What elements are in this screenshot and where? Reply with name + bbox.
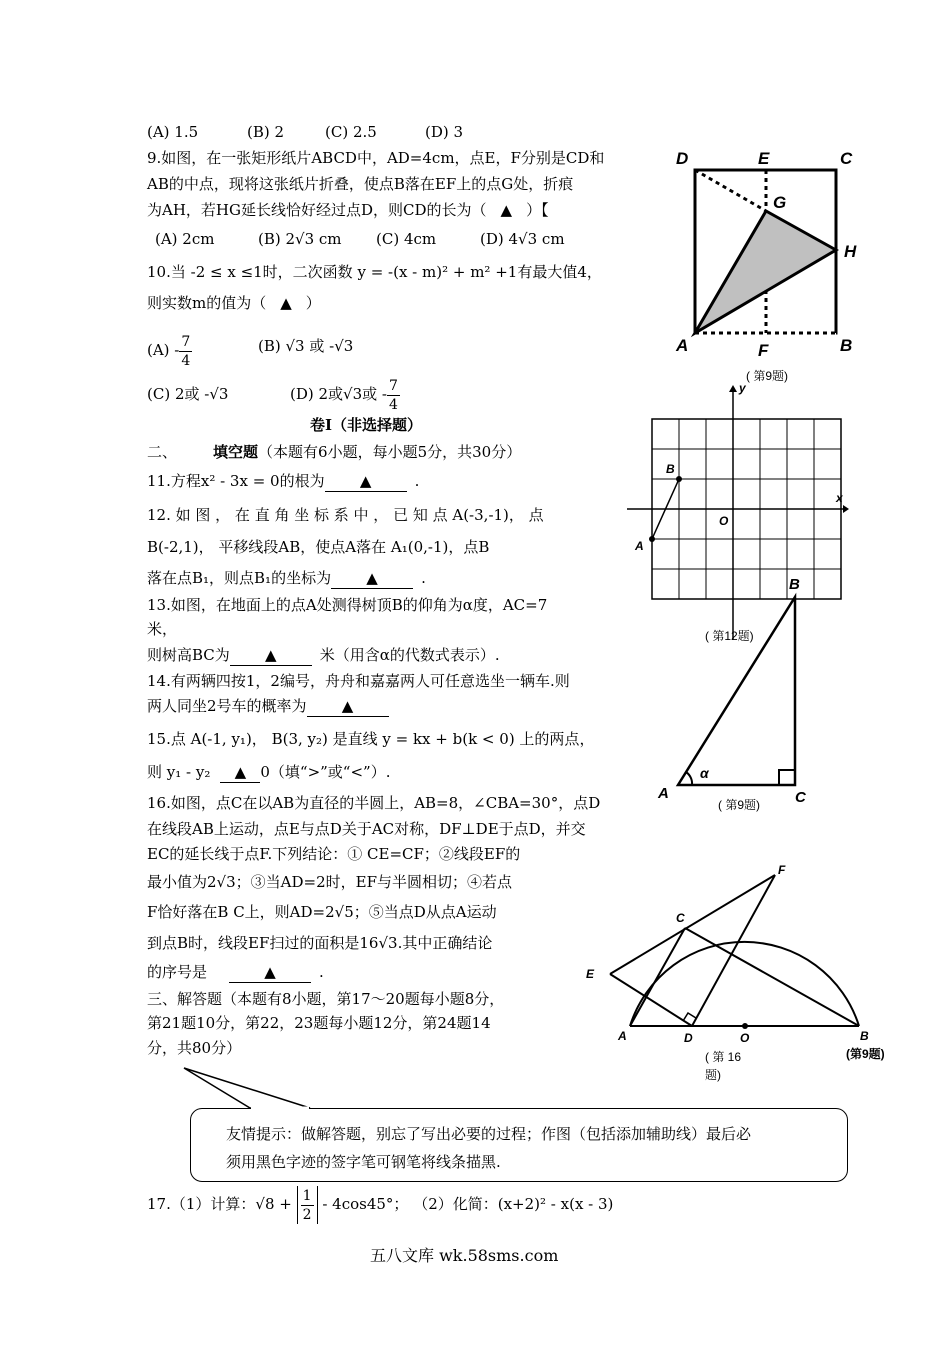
svg-text:题): 题) bbox=[705, 1068, 721, 1082]
svg-text:F: F bbox=[778, 863, 786, 877]
section3-line2: 第21题10分，第22，23题每小题12分，第24题14 bbox=[147, 1014, 491, 1032]
q10-line2: 则实数m的值为（ ▲ ） bbox=[147, 294, 321, 312]
svg-text:α: α bbox=[700, 765, 709, 781]
svg-text:A: A bbox=[676, 336, 689, 355]
q8-option-d: (D) 3 bbox=[425, 123, 464, 141]
svg-text:C: C bbox=[840, 149, 853, 168]
figure-q13 bbox=[650, 570, 820, 820]
q14-line1: 14.有两辆四按1，2编号，舟舟和嘉嘉两人可任意选坐一辆车.则 bbox=[147, 672, 570, 690]
tip-line2: 须用黑色字迹的签字笔可钢笔将线条描黑. bbox=[226, 1153, 501, 1171]
line-df bbox=[692, 875, 775, 1026]
q15-line1: 15.点 A(-1, y₁)， B(3, y₂) 是直线 y = kx + b(k < 0) 上的两点， bbox=[147, 730, 595, 748]
svg-text:B: B bbox=[666, 462, 675, 476]
section3-line1: 三、解答题（本题有8小题，第17～20题每小题8分， bbox=[147, 990, 505, 1008]
q16-line5: F恰好落在B C上，则AD=2√5；⑤当点D从点A运动 bbox=[147, 903, 497, 921]
q9-line2: AB的中点，现将这张纸片折叠，使点B落在EF上的点G处，折痕 bbox=[147, 175, 574, 193]
svg-text:D: D bbox=[684, 1031, 693, 1045]
svg-text:B: B bbox=[789, 576, 800, 593]
svg-text:A: A bbox=[658, 785, 669, 802]
q15-line2: 则 y₁ - y₂ ▲ 0（填“>”或“<”）. bbox=[147, 763, 391, 781]
q13-line1: 13.如图，在地面上的点A处测得树顶B的仰角为α度，AC=7 bbox=[147, 596, 548, 614]
line-ef bbox=[610, 875, 775, 974]
section2-title: 卷Ⅰ（非选择题） bbox=[310, 416, 423, 434]
footer: 五八文库 wk.58sms.com bbox=[370, 1246, 559, 1265]
q9-option-d: (D) 4√3 cm bbox=[480, 230, 565, 248]
figure-q16 bbox=[580, 860, 910, 1090]
svg-text:y: y bbox=[739, 381, 746, 395]
svg-text:A: A bbox=[618, 1029, 627, 1043]
svg-text:G: G bbox=[773, 193, 787, 212]
svg-text:C: C bbox=[795, 789, 806, 806]
svg-text:( 第 16: ( 第 16 bbox=[705, 1050, 742, 1064]
svg-text:B: B bbox=[840, 336, 853, 355]
q12-line3: 落在点B₁，则点B₁的坐标为 ▲ . bbox=[147, 569, 426, 587]
q9-option-b: (B) 2√3 cm bbox=[258, 230, 342, 248]
svg-text:O: O bbox=[719, 514, 729, 528]
q16-line4: 最小值为2√3；③当AD=2时，EF与半圆相切；④若点 bbox=[147, 873, 512, 891]
section3-line3: 分，共80分） bbox=[147, 1039, 242, 1057]
svg-text:( 第9题): ( 第9题) bbox=[746, 369, 789, 383]
figure-q9 bbox=[660, 140, 880, 390]
q13-line2: 米， bbox=[147, 620, 178, 638]
q9-line3: 为AH，若HG延长线恰好经过点D，则CD的长为（ ▲ ）【 bbox=[147, 201, 549, 219]
svg-text:E: E bbox=[586, 967, 595, 981]
q17: 17.（1）计算：√8 + $\frac{1}{2}$ - 4cos45°； （2）化简：(x+2)² - x(x - 3) bbox=[147, 1187, 614, 1223]
q8-option-c: (C) 2.5 bbox=[325, 123, 377, 141]
line-ed bbox=[610, 974, 692, 1026]
line-dg bbox=[695, 170, 766, 211]
tip-line1: 友情提示：做解答题，别忘了写出必要的过程；作图（包括添加辅助线）最后必 bbox=[226, 1125, 752, 1143]
svg-text:D: D bbox=[676, 149, 689, 168]
q12-line2: B(-2,1)， 平移线段AB，使点A落在 A₁(0,-1)，点B bbox=[147, 538, 490, 556]
svg-text:( 第12题): ( 第12题) bbox=[705, 629, 754, 643]
line-cb bbox=[685, 928, 859, 1026]
q16-line3: EC的延长线于点F.下列结论：① CE=CF；②线段EF的 bbox=[147, 845, 521, 863]
svg-text:A: A bbox=[635, 539, 644, 553]
q9-line1: 9.如图，在一张矩形纸片ABCD中，AD=4cm，点E，F分别是CD和 bbox=[147, 149, 605, 167]
triangle-abc bbox=[678, 597, 795, 785]
line-ac bbox=[630, 928, 685, 1026]
q10-option-a: (A) - $\frac{7}{4}$ bbox=[147, 333, 191, 369]
svg-text:x: x bbox=[836, 491, 843, 505]
q10-option-b: (B) √3 或 -√3 bbox=[258, 337, 354, 355]
q16-line1: 16.如图，点C在以AB为直径的半圆上，AB=8，∠CBA=30°，点D bbox=[147, 794, 601, 812]
svg-text:F: F bbox=[758, 341, 769, 360]
q12-line1: 12. 如 图 ， 在 直 角 坐 标 系 中 ， 已 知 点 A(-3,-1)， 点 bbox=[147, 506, 544, 524]
answer-mark: ▲ bbox=[500, 201, 513, 219]
svg-text:E: E bbox=[758, 149, 770, 168]
q10-option-c: (C) 2或 -√3 bbox=[147, 385, 229, 403]
q8-option-a: (A) 1.5 bbox=[147, 123, 199, 141]
q14-line2: 两人同坐2号车的概率为 ▲ bbox=[147, 696, 389, 717]
svg-text:O: O bbox=[740, 1031, 750, 1045]
svg-text:( 第9题): ( 第9题) bbox=[718, 798, 761, 812]
answer-mark: ▲ bbox=[280, 294, 292, 312]
section2-heading: 二、 填空题（本题有6小题，每小题5分，共30分） bbox=[147, 443, 522, 461]
q16-line2: 在线段AB上运动，点E与点D关于AC对称，DF⊥DE于点D，并交 bbox=[147, 820, 586, 838]
q11: 11.方程x² - 3x = 0的根为 ▲ . bbox=[147, 472, 420, 490]
svg-text:B: B bbox=[860, 1029, 869, 1043]
q13-line3: 则树高BC为 ▲ 米（用含α的代数式表示）. bbox=[147, 646, 500, 664]
svg-text:(第9题): (第9题) bbox=[846, 1047, 885, 1061]
q9-option-a: (A) 2cm bbox=[155, 230, 215, 248]
right-angle-mark bbox=[779, 770, 795, 785]
q16-line6: 到点B时，线段EF扫过的面积是16√3.其中正确结论 bbox=[147, 934, 493, 952]
q10-line1: 10.当 -2 ≤ x ≤1时，二次函数 y = -(x - m)² + m² +1有最大值4， bbox=[147, 263, 602, 281]
svg-text:C: C bbox=[676, 911, 685, 925]
q16-line7: 的序号是 ▲ . bbox=[147, 963, 324, 981]
q10-option-d: (D) 2或√3或 - $\frac{7}{4}$ bbox=[290, 377, 398, 413]
svg-text:H: H bbox=[844, 242, 857, 261]
q8-option-b: (B) 2 bbox=[247, 123, 285, 141]
semicircle bbox=[630, 942, 859, 1026]
q9-option-c: (C) 4cm bbox=[376, 230, 437, 248]
